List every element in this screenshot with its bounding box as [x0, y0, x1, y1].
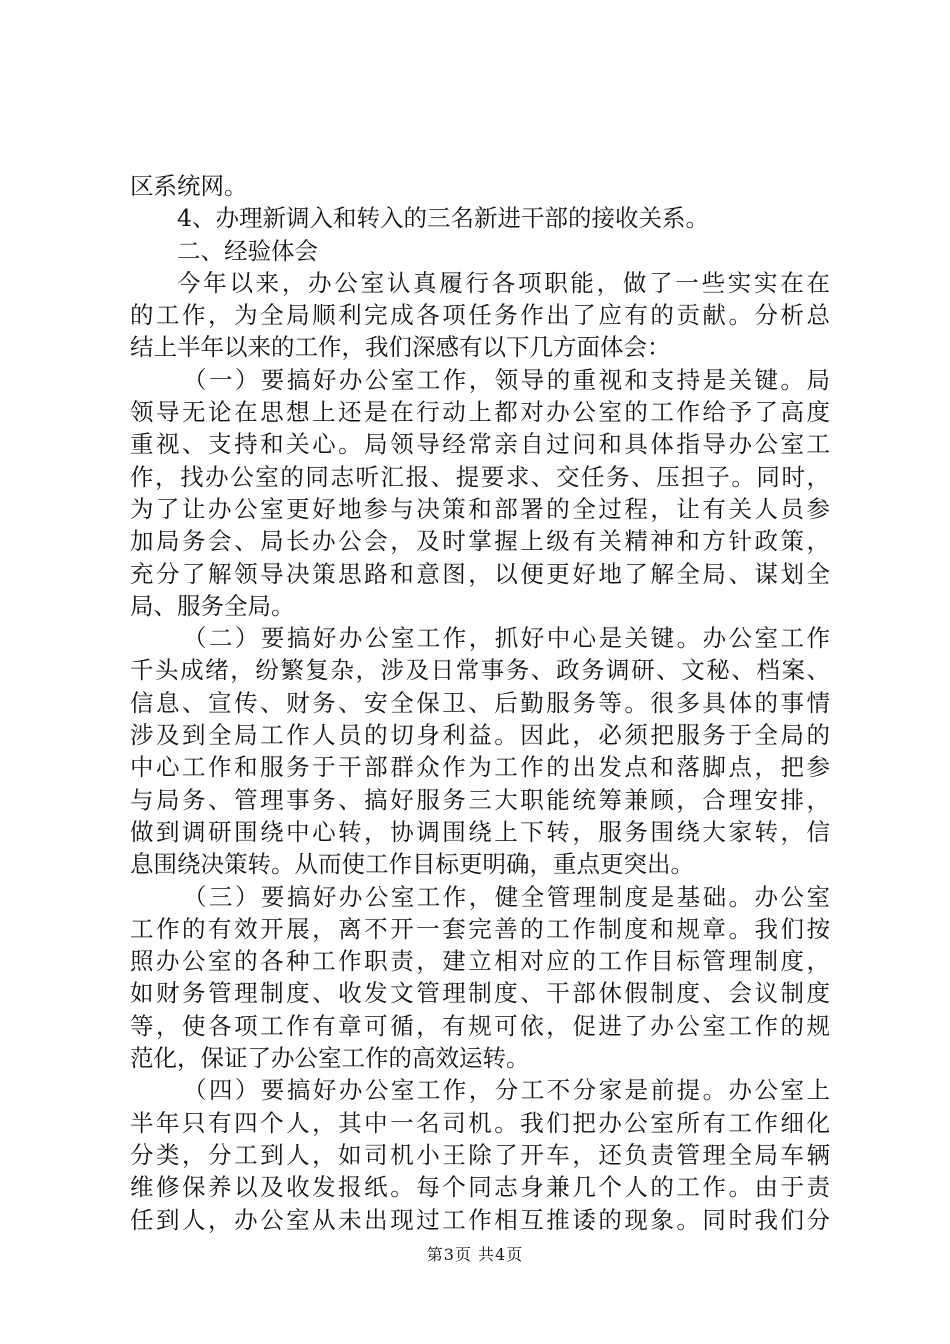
text-line-30: 半年只有四个人，其中一名司机。我们把办公室所有工作细化 [130, 1108, 830, 1137]
text-line-5: 的工作，为全局顺利完成各项任务作出了应有的贡献。分析总 [130, 301, 830, 330]
body-text [130, 170, 830, 1236]
text-line-33: 任到人，办公室从未出现过工作相互推诿的现象。同时我们分 [130, 1205, 830, 1234]
text-line-2: 4、办理新调入和转入的三名新进干部的接收关系。 [177, 204, 709, 233]
text-line-29: （四）要搞好办公室工作，分工不分家是前提。办公室上 [183, 1076, 830, 1105]
text-line-8: 领导无论在思想上还是在行动上都对办公室的工作给予了高度 [130, 398, 830, 427]
text-line-20: 与局务、管理事务、搞好服务三大职能统筹兼顾，合理安排， [130, 785, 830, 814]
page-number-footer: 第3页 共4页 [426, 1245, 524, 1264]
text-line-10: 作，找办公室的同志听汇报、提要求、交任务、压担子。同时， [130, 462, 830, 491]
text-line-12: 加局务会、局长办公会，及时掌握上级有关精神和方针政策， [130, 527, 830, 556]
text-line-21: 做到调研围绕中心转，协调围绕上下转，服务围绕大家转，信 [130, 817, 830, 846]
text-line-9: 重视、支持和关心。局领导经常亲自过问和具体指导办公室工 [130, 430, 830, 459]
text-line-11: 为了让办公室更好地参与决策和部署的全过程，让有关人员参 [130, 494, 830, 523]
text-line-13: 充分了解领导决策思路和意图，以便更好地了解全局、谋划全 [130, 559, 830, 588]
text-line-4: 今年以来，办公室认真履行各项职能，做了一些实实在在 [177, 268, 830, 297]
text-line-19: 中心工作和服务于干部群众作为工作的出发点和落脚点，把参 [130, 753, 830, 782]
text-line-18: 涉及到全局工作人员的切身利益。因此，必须把服务于全局的 [130, 721, 830, 750]
text-line-1: 区系统网。 [130, 172, 248, 200]
text-line-7: （一）要搞好办公室工作，领导的重视和支持是关键。局 [183, 365, 830, 394]
section-heading: 二、经验体会 [177, 236, 318, 265]
text-line-27: 等，使各项工作有章可循，有规可依，促进了办公室工作的规 [130, 1011, 830, 1040]
text-line-16: 千头成绪，纷繁复杂，涉及日常事务、政务调研、文秘、档案、 [130, 656, 830, 685]
text-line-15: （二）要搞好办公室工作，抓好中心是关键。办公室工作 [183, 624, 830, 653]
text-line-32: 维修保养以及收发报纸。每个同志身兼几个人的工作。由于责 [130, 1173, 830, 1202]
text-line-6: 结上半年以来的工作，我们深感有以下几方面体会： [130, 333, 671, 362]
text-line-28: 范化，保证了办公室工作的高效运转。 [130, 1044, 530, 1073]
text-line-26: 如财务管理制度、收发文管理制度、干部休假制度、会议制度 [130, 979, 830, 1008]
text-line-17: 信息、宣传、财务、安全保卫、后勤服务等。很多具体的事情 [130, 688, 830, 717]
text-line-25: 照办公室的各种工作职责，建立相对应的工作目标管理制度， [130, 947, 830, 976]
text-line-23: （三）要搞好办公室工作，健全管理制度是基础。办公室 [183, 882, 830, 911]
text-line-22: 息围绕决策转。从而使工作目标更明确，重点更突出。 [130, 850, 694, 879]
text-line-24: 工作的有效开展，离不开一套完善的工作制度和规章。我们按 [130, 914, 830, 943]
text-line-14: 局、服务全局。 [130, 591, 295, 620]
text-line-31: 分类，分工到人，如司机小王除了开车，还负责管理全局车辆 [130, 1140, 830, 1169]
